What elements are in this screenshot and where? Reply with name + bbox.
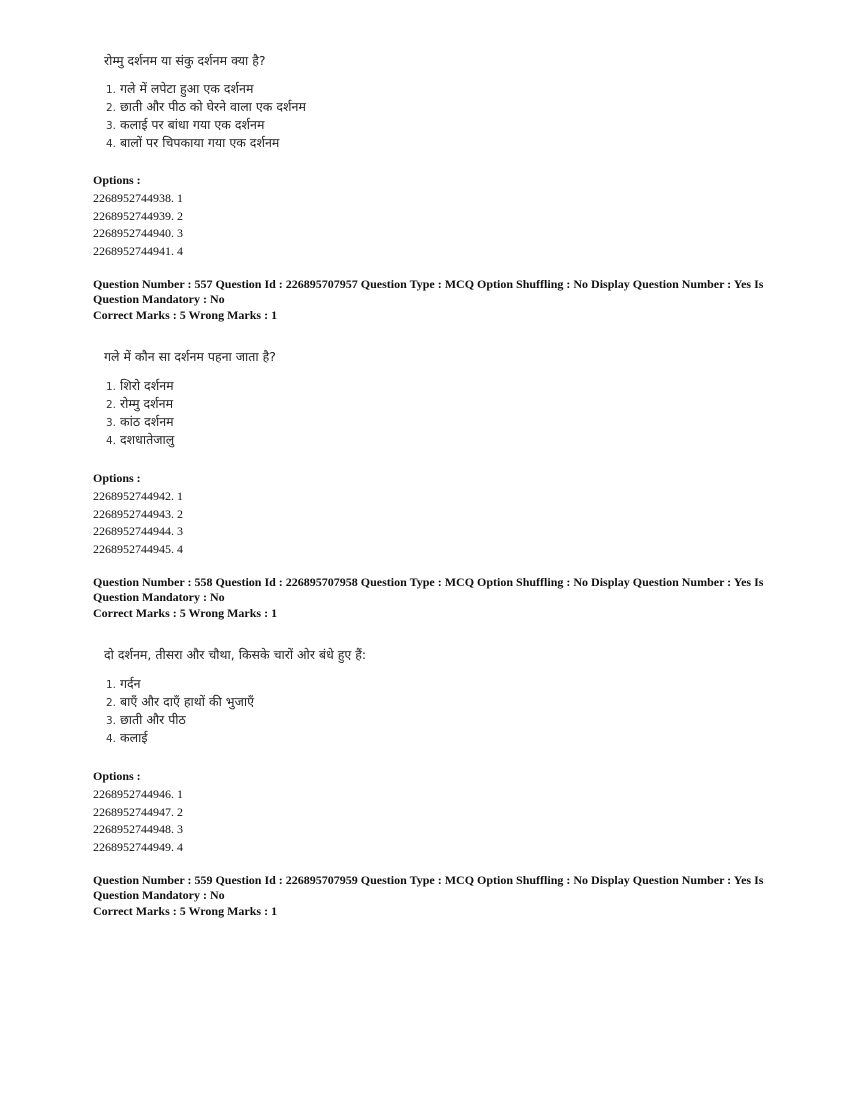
question-meta	[93, 575, 773, 620]
choice-number: 4.	[106, 138, 117, 150]
choice-number: 3.	[106, 715, 117, 727]
choice-item	[106, 675, 254, 693]
marks-line: Correct Marks : 5 Wrong Marks : 1	[93, 605, 278, 620]
option-id: 2268952744939. 2	[93, 208, 183, 223]
choice-list	[106, 377, 174, 449]
choice-item	[106, 431, 174, 449]
option-id: 2268952744947. 2	[93, 804, 183, 819]
choice-item	[106, 711, 254, 729]
choice-item	[106, 116, 306, 134]
marks-line: Correct Marks : 5 Wrong Marks : 1	[93, 903, 278, 918]
options-list	[93, 470, 183, 559]
choice-number: 2.	[106, 102, 117, 114]
choice-number: 4.	[106, 733, 117, 745]
option-id: 2268952744944. 3	[93, 524, 183, 539]
choice-item	[106, 395, 174, 413]
option-id: 2268952744945. 4	[93, 542, 183, 557]
choice-text: छाती और पीठ को घेरने वाला एक दर्शनम	[120, 99, 306, 114]
options-list	[93, 768, 183, 857]
option-id: 2268952744942. 1	[93, 488, 183, 503]
choice-text: शिरो दर्शनम	[120, 378, 174, 393]
choice-item	[106, 98, 306, 116]
choice-text: कलाई पर बांधा गया एक दर्शनम	[120, 117, 265, 132]
choice-item	[106, 729, 254, 747]
choice-text: बालों पर चिपकाया गया एक दर्शनम	[120, 135, 280, 150]
choice-list	[106, 80, 306, 152]
choice-text: कलाई	[120, 730, 148, 745]
choice-text: गले में लपेटा हुआ एक दर्शनम	[120, 81, 254, 96]
choice-text: गर्दन	[120, 676, 141, 691]
choice-text: बाएँ और दाएँ हाथों की भुजाएँ	[120, 694, 254, 709]
choice-item	[106, 80, 306, 98]
question-meta	[93, 873, 773, 918]
choice-number: 2.	[106, 399, 117, 411]
choice-number: 2.	[106, 697, 117, 709]
question-text: रोम्मु दर्शनम या संकु दर्शनम क्या है?	[104, 53, 266, 68]
choice-text: कांठ दर्शनम	[120, 414, 174, 429]
choice-item	[106, 134, 306, 152]
choice-number: 1.	[106, 84, 117, 96]
choice-number: 3.	[106, 417, 117, 429]
choice-number: 1.	[106, 679, 117, 691]
options-header: Options :	[93, 471, 141, 485]
choice-text: रोम्मु दर्शनम	[120, 396, 174, 411]
question-meta	[93, 277, 773, 322]
option-id: 2268952744943. 2	[93, 506, 183, 521]
option-id: 2268952744949. 4	[93, 840, 183, 855]
option-id: 2268952744946. 1	[93, 786, 183, 801]
marks-line: Correct Marks : 5 Wrong Marks : 1	[93, 307, 278, 322]
choice-item	[106, 413, 174, 431]
choice-item	[106, 377, 174, 395]
question-meta-line: Question Number : 559 Question Id : 226895707959 Question Type : MCQ Option Shuffling : No Display Question Number : Yes Is Question Mandatory : No	[93, 873, 764, 902]
option-id: 2268952744938. 1	[93, 190, 183, 205]
option-id: 2268952744948. 3	[93, 822, 183, 837]
question-text: दो दर्शनम, तीसरा और चौथा, किसके चारों ओर बंधे हुए हैं:	[104, 647, 367, 662]
options-header: Options :	[93, 173, 141, 187]
choice-number: 1.	[106, 381, 117, 393]
choice-number: 4.	[106, 435, 117, 447]
question-text: गले में कौन सा दर्शनम पहना जाता है?	[104, 349, 276, 364]
choice-text: छाती और पीठ	[120, 712, 186, 727]
option-id: 2268952744941. 4	[93, 244, 183, 259]
options-header: Options :	[93, 769, 141, 783]
question-meta-line: Question Number : 557 Question Id : 226895707957 Question Type : MCQ Option Shuffling : No Display Question Number : Yes Is Question Mandatory : No	[93, 277, 764, 306]
choice-list	[106, 675, 254, 747]
option-id: 2268952744940. 3	[93, 226, 183, 241]
choice-text: दशधातेजालु	[120, 432, 175, 447]
question-meta-line: Question Number : 558 Question Id : 226895707958 Question Type : MCQ Option Shuffling : No Display Question Number : Yes Is Question Mandatory : No	[93, 575, 764, 604]
choice-number: 3.	[106, 120, 117, 132]
options-list	[93, 172, 183, 261]
choice-item	[106, 693, 254, 711]
